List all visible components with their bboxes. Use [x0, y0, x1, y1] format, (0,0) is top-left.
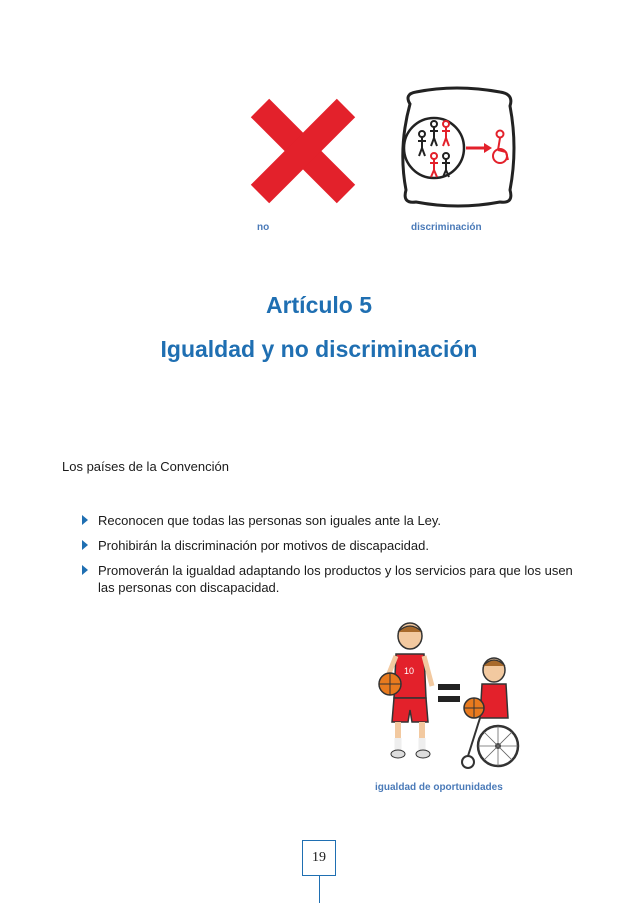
no-caption: no — [257, 222, 270, 233]
bullet-list — [78, 512, 588, 604]
equal-opportunities-caption: igualdad de oportunidades — [375, 782, 503, 793]
article-title: Igualdad y no discriminación — [160, 336, 478, 362]
bullet-text: Prohibirán la discriminación por motivos de discapacidad. — [98, 538, 429, 553]
bullet-text: Promoverán la igualdad adaptando los productos y los servicios para que los usen las personas con discapacidad. — [98, 563, 573, 595]
intro-text: Los países de la Convención — [62, 459, 229, 474]
triangle-bullet-icon — [82, 515, 88, 525]
triangle-bullet-icon — [82, 540, 88, 550]
discrimination-icon — [396, 86, 520, 210]
list-item — [78, 537, 588, 554]
equal-opportunities-icon — [376, 622, 526, 774]
list-item — [78, 562, 588, 596]
triangle-bullet-icon — [82, 565, 88, 575]
list-item — [78, 512, 588, 529]
page-number: 19 — [302, 840, 336, 876]
bullet-text: Reconocen que todas las personas son iguales ante la Ley. — [98, 513, 442, 528]
red-cross-icon — [250, 98, 356, 204]
jersey-number: 10 — [404, 666, 415, 676]
article-number: Artículo 5 — [265, 292, 373, 318]
discrimination-caption: discriminación — [411, 222, 482, 233]
page-number-rule — [319, 876, 320, 903]
